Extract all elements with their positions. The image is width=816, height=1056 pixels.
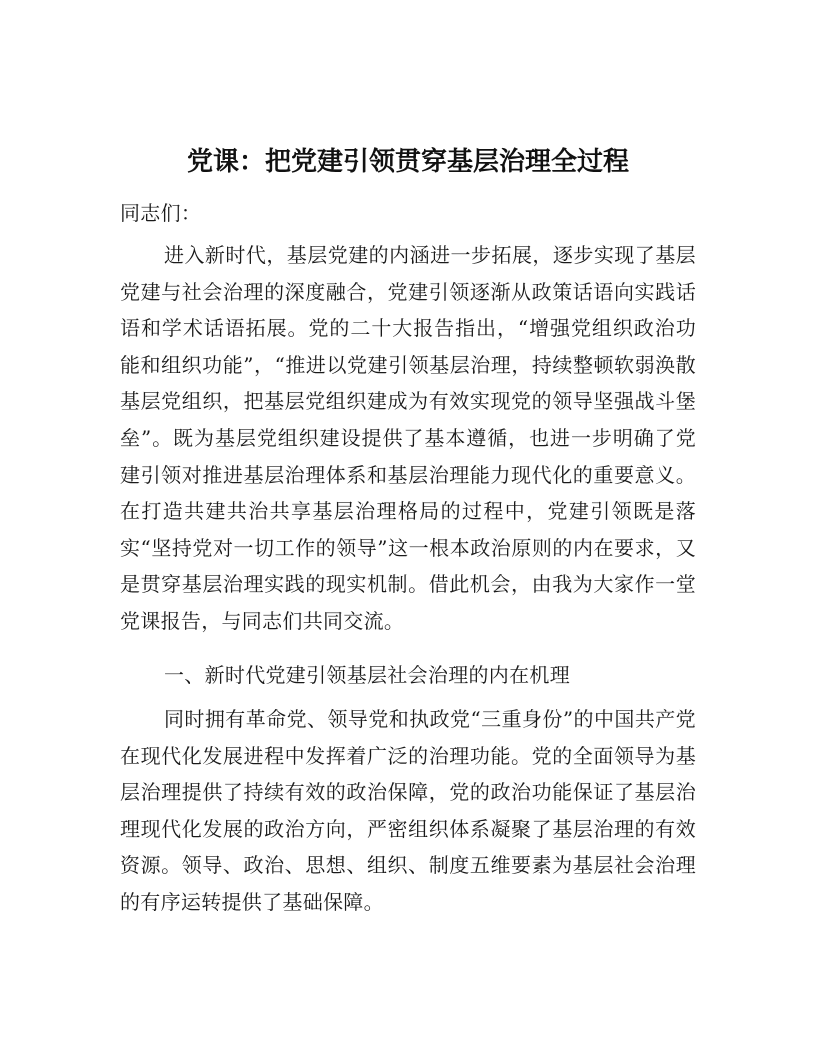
section-heading: 一、新时代党建引领基层社会治理的内在机理 — [164, 663, 570, 687]
salutation: 同志们： — [120, 201, 202, 225]
document-title: 党课：把党建引领贯穿基层治理全过程 — [186, 147, 629, 177]
paragraph-section-1: 同时拥有革命党、领导党和执政党“三重身份”的中国共产党在现代化发展进程中发挥着广泛的治理功能。党的全面领导为基层治理提供了持续有效的政治保障，党的政治功能保证了基层治理现代化发展的政治方向，严密组织体系凝聚了基层治理的有效资源。领导、政治、思想、组织、制度五维要素为基层社会治理的有序运转提供了基础保障。 — [120, 707, 696, 914]
paragraph-intro: 进入新时代，基层党建的内涵进一步拓展，逐步实现了基层党建与社会治理的深度融合，党建引领逐渐从政策话语向实践话语和学术话语拓展。党的二十大报告指出，“增强党组织政治功能和组织功能”，“推进以党建引领基层治理，持续整顿软弱涣散基层党组织，把基层党组织建成为有效实现党的领导坚强战斗堡垒”。既为基层党组织建设提供了基本遵循，也进一步明确了党建引领对推进基层治理体系和基层治理能力现代化的重要意义。在打造共建共治共享基层治理格局的过程中，党建引领既是落实“坚持党对一切工作的领导”这一根本政治原则的内在要求，又是贯穿基层治理实践的现实机制。借此机会，由我为大家作一堂党课报告，与同志们共同交流。 — [120, 243, 696, 633]
